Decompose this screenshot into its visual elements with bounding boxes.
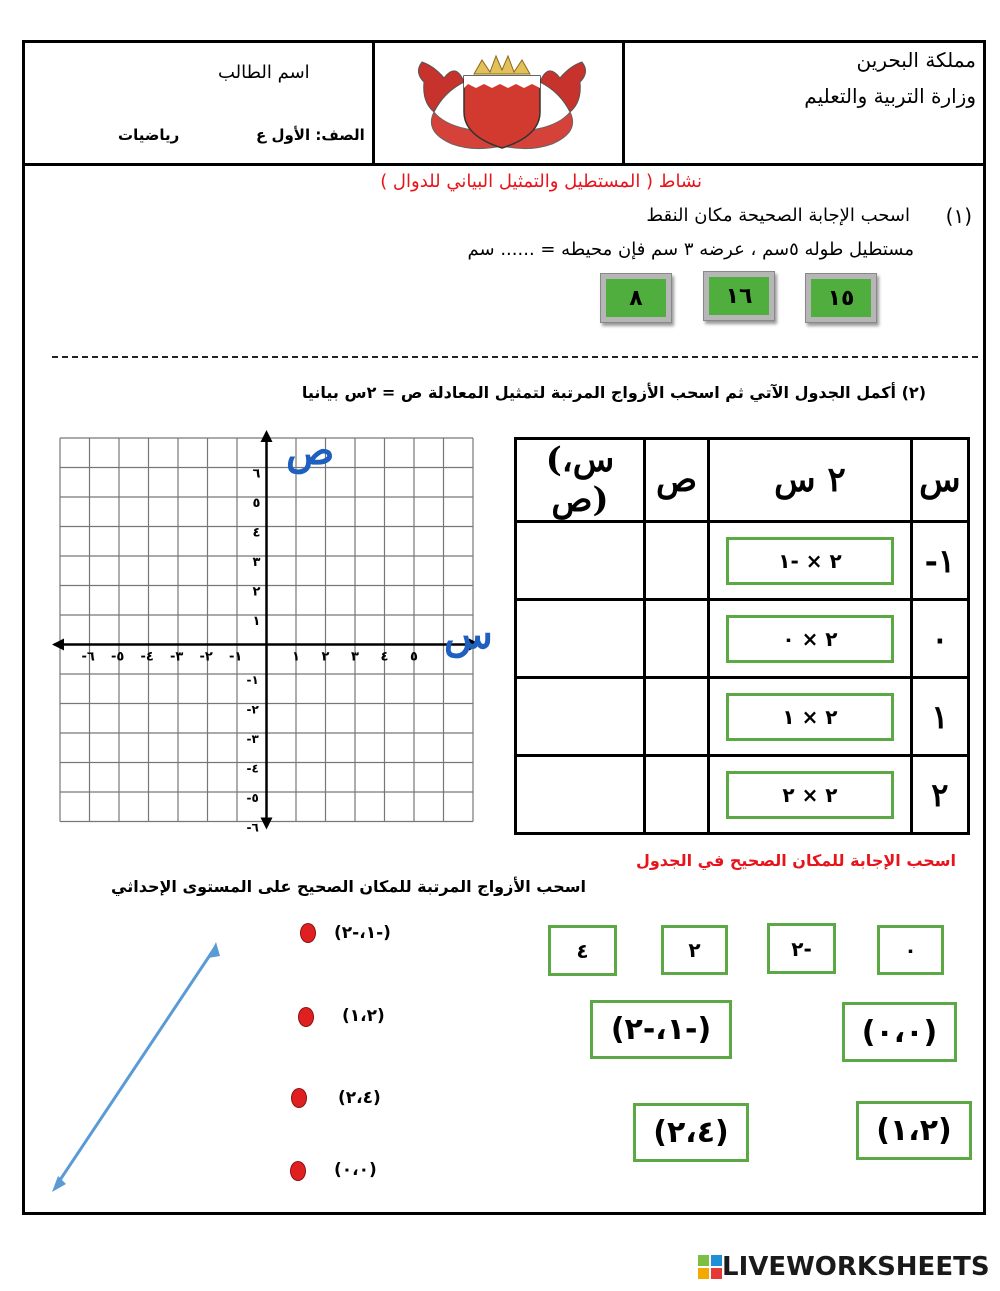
y-tick-label: ٥ [252, 496, 261, 511]
pair-tile-1-2[interactable]: (١،٢) [856, 1101, 972, 1160]
header-divider-left [372, 40, 375, 166]
y-tick-label: ٦ [252, 466, 261, 482]
table-row [516, 600, 969, 678]
value-tile-0[interactable]: ٠ [877, 925, 944, 975]
point-label: (١،٢) [342, 1006, 385, 1026]
header-x: س [911, 439, 968, 522]
pair-tile-2-4[interactable]: (٢،٤) [633, 1103, 749, 1162]
x-tick-label: ٣ [351, 649, 359, 665]
option-tile-8[interactable]: ٨ [600, 273, 672, 323]
point-label: (٢،٤) [338, 1088, 381, 1108]
arrowhead-icon [52, 1176, 66, 1192]
x-tick-label: -٢ [199, 649, 213, 665]
x-cell: ٠ [911, 600, 968, 678]
x-tick-label: -٣ [170, 649, 184, 665]
point-marker[interactable] [290, 1161, 306, 1181]
y-drop-cell[interactable] [644, 600, 708, 678]
x-tick-label: -٤ [140, 649, 154, 665]
dashed-divider [52, 356, 978, 358]
option-tile-15[interactable]: ١٥ [805, 273, 877, 323]
q2-instruction: (٢) أكمل الجدول الآتي ثم اسحب الأزواج المرتبة لتمثيل المعادلة ص = ٢س بيانيا [301, 383, 926, 402]
drag-plane-label: اسحب الأزواج المرتبة للمكان الصحيح على المستوى الإحداثي [111, 877, 586, 896]
y-tick-label: ٣ [252, 555, 261, 570]
value-tile-4[interactable]: ٤ [548, 925, 617, 976]
tick-labels [82, 467, 419, 835]
y-tick-label: -٢ [246, 702, 259, 717]
y-tick-label: -٦ [246, 820, 259, 835]
y-tick-label: -٤ [246, 761, 259, 776]
x-tick-label: ٢ [321, 649, 330, 665]
point-label: (٠،٠) [334, 1160, 377, 1180]
kingdom-label: مملكة البحرين [856, 48, 976, 72]
x-tick-label: ٥ [410, 649, 418, 665]
expr-cell: ٢ × -١ [726, 537, 894, 585]
x-tick-label: ١ [292, 649, 300, 665]
axes [52, 430, 481, 830]
pair-drop-cell[interactable] [516, 522, 645, 600]
pair-tile-neg1-neg2[interactable]: (-١،-٢) [590, 1000, 732, 1059]
ministry-label: وزارة التربية والتعليم [804, 84, 976, 108]
y-axis-label: ص [286, 430, 335, 474]
table-row [516, 756, 969, 834]
expr-cell: ٢ × ٢ [726, 771, 894, 819]
pair-tile-0-0[interactable]: (٠،٠) [842, 1002, 957, 1062]
expr-cell: ٢ × ١ [726, 693, 894, 741]
bahrain-emblem [404, 52, 600, 158]
table-header-row [516, 439, 969, 522]
header-divider-right [622, 40, 625, 166]
x-tick-label: -١ [229, 649, 243, 665]
liveworksheets-logo [698, 1252, 990, 1282]
brand-icon [698, 1255, 722, 1279]
header-2x: ٢ س [709, 439, 912, 522]
x-tick-label: ٤ [380, 649, 389, 665]
y-tick-label: ٢ [252, 584, 261, 600]
grade-label: الصف: الأول ع [256, 126, 365, 144]
subject-label: رياضيات [118, 126, 180, 144]
arrow-up-icon [261, 430, 273, 442]
pair-drop-cell[interactable] [516, 678, 645, 756]
y-tick-label: ٤ [252, 525, 261, 541]
table-row [516, 522, 969, 600]
q1-problem: مستطيل طوله ٥سم ، عرضه ٣ سم فإن محيطه = ...... سم [467, 239, 914, 260]
expr-cell: ٢ × ٠ [726, 615, 894, 663]
activity-title: نشاط ( المستطيل والتمثيل البياني للدوال ) [380, 171, 702, 192]
option-tile-16[interactable]: ١٦ [703, 271, 775, 321]
x-cell: ٢ [911, 756, 968, 834]
value-tile-neg2[interactable]: -٢ [767, 923, 836, 974]
point-marker[interactable] [300, 923, 316, 943]
pair-drop-cell[interactable] [516, 756, 645, 834]
drag-table-label: اسحب الإجابة للمكان الصحيح في الجدول [635, 851, 956, 870]
arrow-left-icon [52, 639, 64, 651]
y-tick-label: -٥ [246, 791, 259, 805]
q1-number: (١) [945, 204, 972, 228]
y-drop-cell[interactable] [644, 522, 708, 600]
student-name-label: اسم الطالب [218, 62, 310, 83]
pair-drop-cell[interactable] [516, 600, 645, 678]
y-tick-label: -٣ [246, 732, 259, 746]
y-drop-cell[interactable] [644, 678, 708, 756]
x-axis-label: س [444, 611, 493, 658]
y-drop-cell[interactable] [644, 756, 708, 834]
x-tick-label: -٦ [81, 649, 95, 665]
draggable-line[interactable] [40, 936, 230, 1200]
value-tile-2[interactable]: ٢ [661, 925, 728, 975]
point-label: (-١،-٢) [334, 923, 391, 943]
arrow-down-icon [261, 818, 273, 830]
function-table [514, 437, 970, 835]
arrowhead-icon [208, 942, 220, 958]
x-tick-label: -٥ [111, 649, 125, 665]
y-tick-label: ١ [252, 614, 261, 629]
point-marker[interactable] [298, 1007, 314, 1027]
coordinate-plane[interactable] [50, 430, 500, 842]
header-pair: (س، ص) [516, 439, 645, 522]
y-tick-label: -١ [246, 673, 259, 687]
x-cell: -١ [911, 522, 968, 600]
header-y: ص [644, 439, 708, 522]
brand-name: LIVEWORKSHEETS [722, 1252, 990, 1282]
q1-instruction: اسحب الإجابة الصحيحة مكان النقط [646, 205, 910, 226]
x-cell: ١ [911, 678, 968, 756]
table-row [516, 678, 969, 756]
point-marker[interactable] [291, 1088, 307, 1108]
